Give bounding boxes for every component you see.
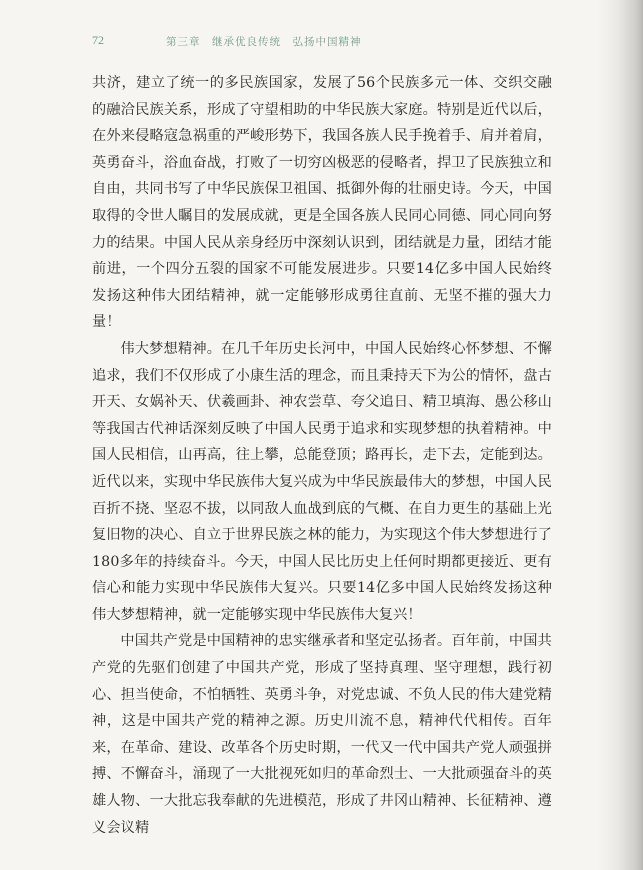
paragraph-continued: 共济，建立了统一的多民族国家，发展了56个民族多元一体、交织交融的融洽民族关系，形成了守望相助的中华民族大家庭。特别是近代以后，在外来侵略寇急祸重的严峻形势下，我国各族人民手挽着手、肩并着肩，英勇奋斗，浴血奋战，打败了一切穷凶极恶的侵略者，捍卫了民族独立和自由，共同书写了中华民族保卫祖国、抵御外侮的壮丽史诗。今天，中国取得的令世人瞩目的发展成就，更是全国各族人民同心同德、同心同向努力的结果。中国人民从亲身经历中深刻认识到，团结就是力量，团结才能前进，一个四分五裂的国家不可能发展进步。只要14亿多中国人民始终发扬这种伟大团结精神，就一定能够形成勇往直前、无坚不摧的强大力量！	[92, 75, 552, 331]
body-text	[92, 70, 552, 841]
spine-shadow	[597, 0, 643, 870]
running-header	[92, 33, 551, 49]
paragraph-cpc-spirit: 中国共产党是中国精神的忠实继承者和坚定弘扬者。百年前，中国共产党的先驱们创建了中国共产党，形成了坚持真理、坚守理想，践行初心、担当使命，不怕牺牲、英勇斗争，对党忠诚、不负人民的伟大建党精神，这是中国共产党的精神之源。历史川流不息，精神代代相传。百年来，在革命、建设、改革各个历史时期，一代又一代中国共产党人顽强拼搏、不懈奋斗，涌现了一大批视死如归的革命烈士、一大批顽强奋斗的英雄人物、一大批忘我奉献的先进模范，形成了井冈山精神、长征精神、遵义会议精	[92, 633, 552, 836]
chapter-title: 第三章 继承优良传统 弘扬中国精神	[166, 36, 362, 48]
page-number: 72	[92, 33, 104, 47]
paragraph-great-dream-spirit: 伟大梦想精神。在几千年历史长河中，中国人民始终心怀梦想、不懈追求，我们不仅形成了小康生活的理念，而且秉持天下为公的情怀，盘古开天、女娲补天、伏羲画卦、神农尝草、夸父追日、精卫填海、愚公移山等我国古代神话深刻反映了中国人民勇于追求和实现梦想的执着精神。中国人民相信，山再高，往上攀，总能登顶；路再长，走下去，定能到达。近代以来，实现中华民族伟大复兴成为中华民族最伟大的梦想，中国人民百折不挠、坚忍不拔，以同敌人血战到底的气概、在自力更生的基础上光复旧物的决心、自立于世界民族之林的能力，为实现这个伟大梦想进行了180多年的持续奋斗。今天，中国人民比历史上任何时期都更接近、更有信心和能力实现中华民族伟大复兴。只要14亿多中国人民始终发扬这种伟大梦想精神，就一定能够实现中华民族伟大复兴！	[92, 340, 552, 623]
